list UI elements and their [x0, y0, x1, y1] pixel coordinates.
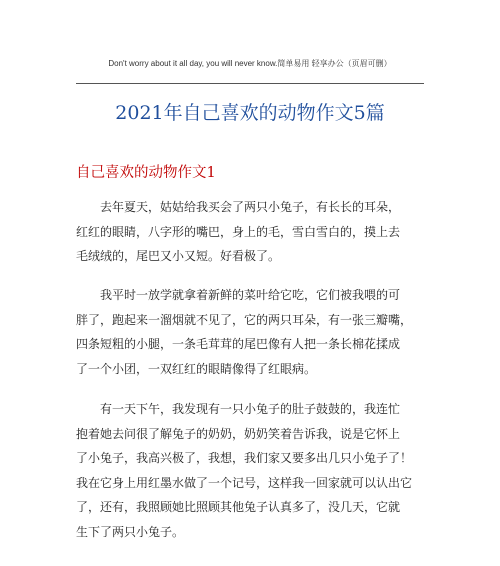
- paragraph-line: 四条短粗的小腿，一条毛茸茸的尾巴像有人把一条长棉花揉成: [76, 337, 401, 351]
- document-title: 2021年自己喜欢的动物作文5篇: [115, 102, 385, 124]
- paragraph-line: 我平时一放学就拿着新鲜的菜叶给它吃，它们被我喂的可: [100, 288, 401, 302]
- paragraph-line: 生下了两只小兔子。: [76, 524, 185, 539]
- paragraph-line: 有一天下午，我发现有一只小兔子的肚子鼓鼓的，我连忙: [100, 402, 401, 416]
- header-divider: [76, 83, 424, 84]
- paragraph-line: 了小兔子，我高兴极了，我想，我们家又要多出几只小兔子了！: [76, 451, 413, 465]
- paragraph: [76, 283, 424, 381]
- paragraph: [76, 397, 424, 544]
- paragraph: [76, 195, 424, 269]
- paragraph-line: 抱着她去问很了解兔子的奶奶，奶奶笑着告诉我，说是它怀上: [76, 426, 401, 441]
- paragraph-line: 了一个小团，一双红红的眼睛像得了红眼病。: [76, 361, 317, 376]
- paragraph-line: 毛绒绒的，尾巴又小又短。好看极了。: [76, 249, 281, 263]
- paragraph-line: 红红的眼睛，八字形的嘴巴，身上的毛，雪白雪白的，摸上去: [76, 224, 401, 239]
- paragraph-line: 去年夏天，姑姑给我买会了两只小兔子，有长长的耳朵，: [100, 200, 401, 214]
- page-header-note: Don't worry about it all day, you will never know.简单易用 轻享办公（页眉可删）: [108, 59, 392, 68]
- paragraph-line: 我在它身上用红墨水做了一个记号，这样我一回家就可以认出它: [76, 475, 413, 490]
- paragraph-line: 胖了，跑起来一溜烟就不见了，它的两只耳朵，有一张三瓣嘴，: [76, 312, 413, 327]
- paragraph-line: 了，还有，我照顾她比照顾其他兔子认真多了，没几天，它就: [76, 500, 401, 514]
- section-heading: 自己喜欢的动物作文1: [76, 165, 216, 181]
